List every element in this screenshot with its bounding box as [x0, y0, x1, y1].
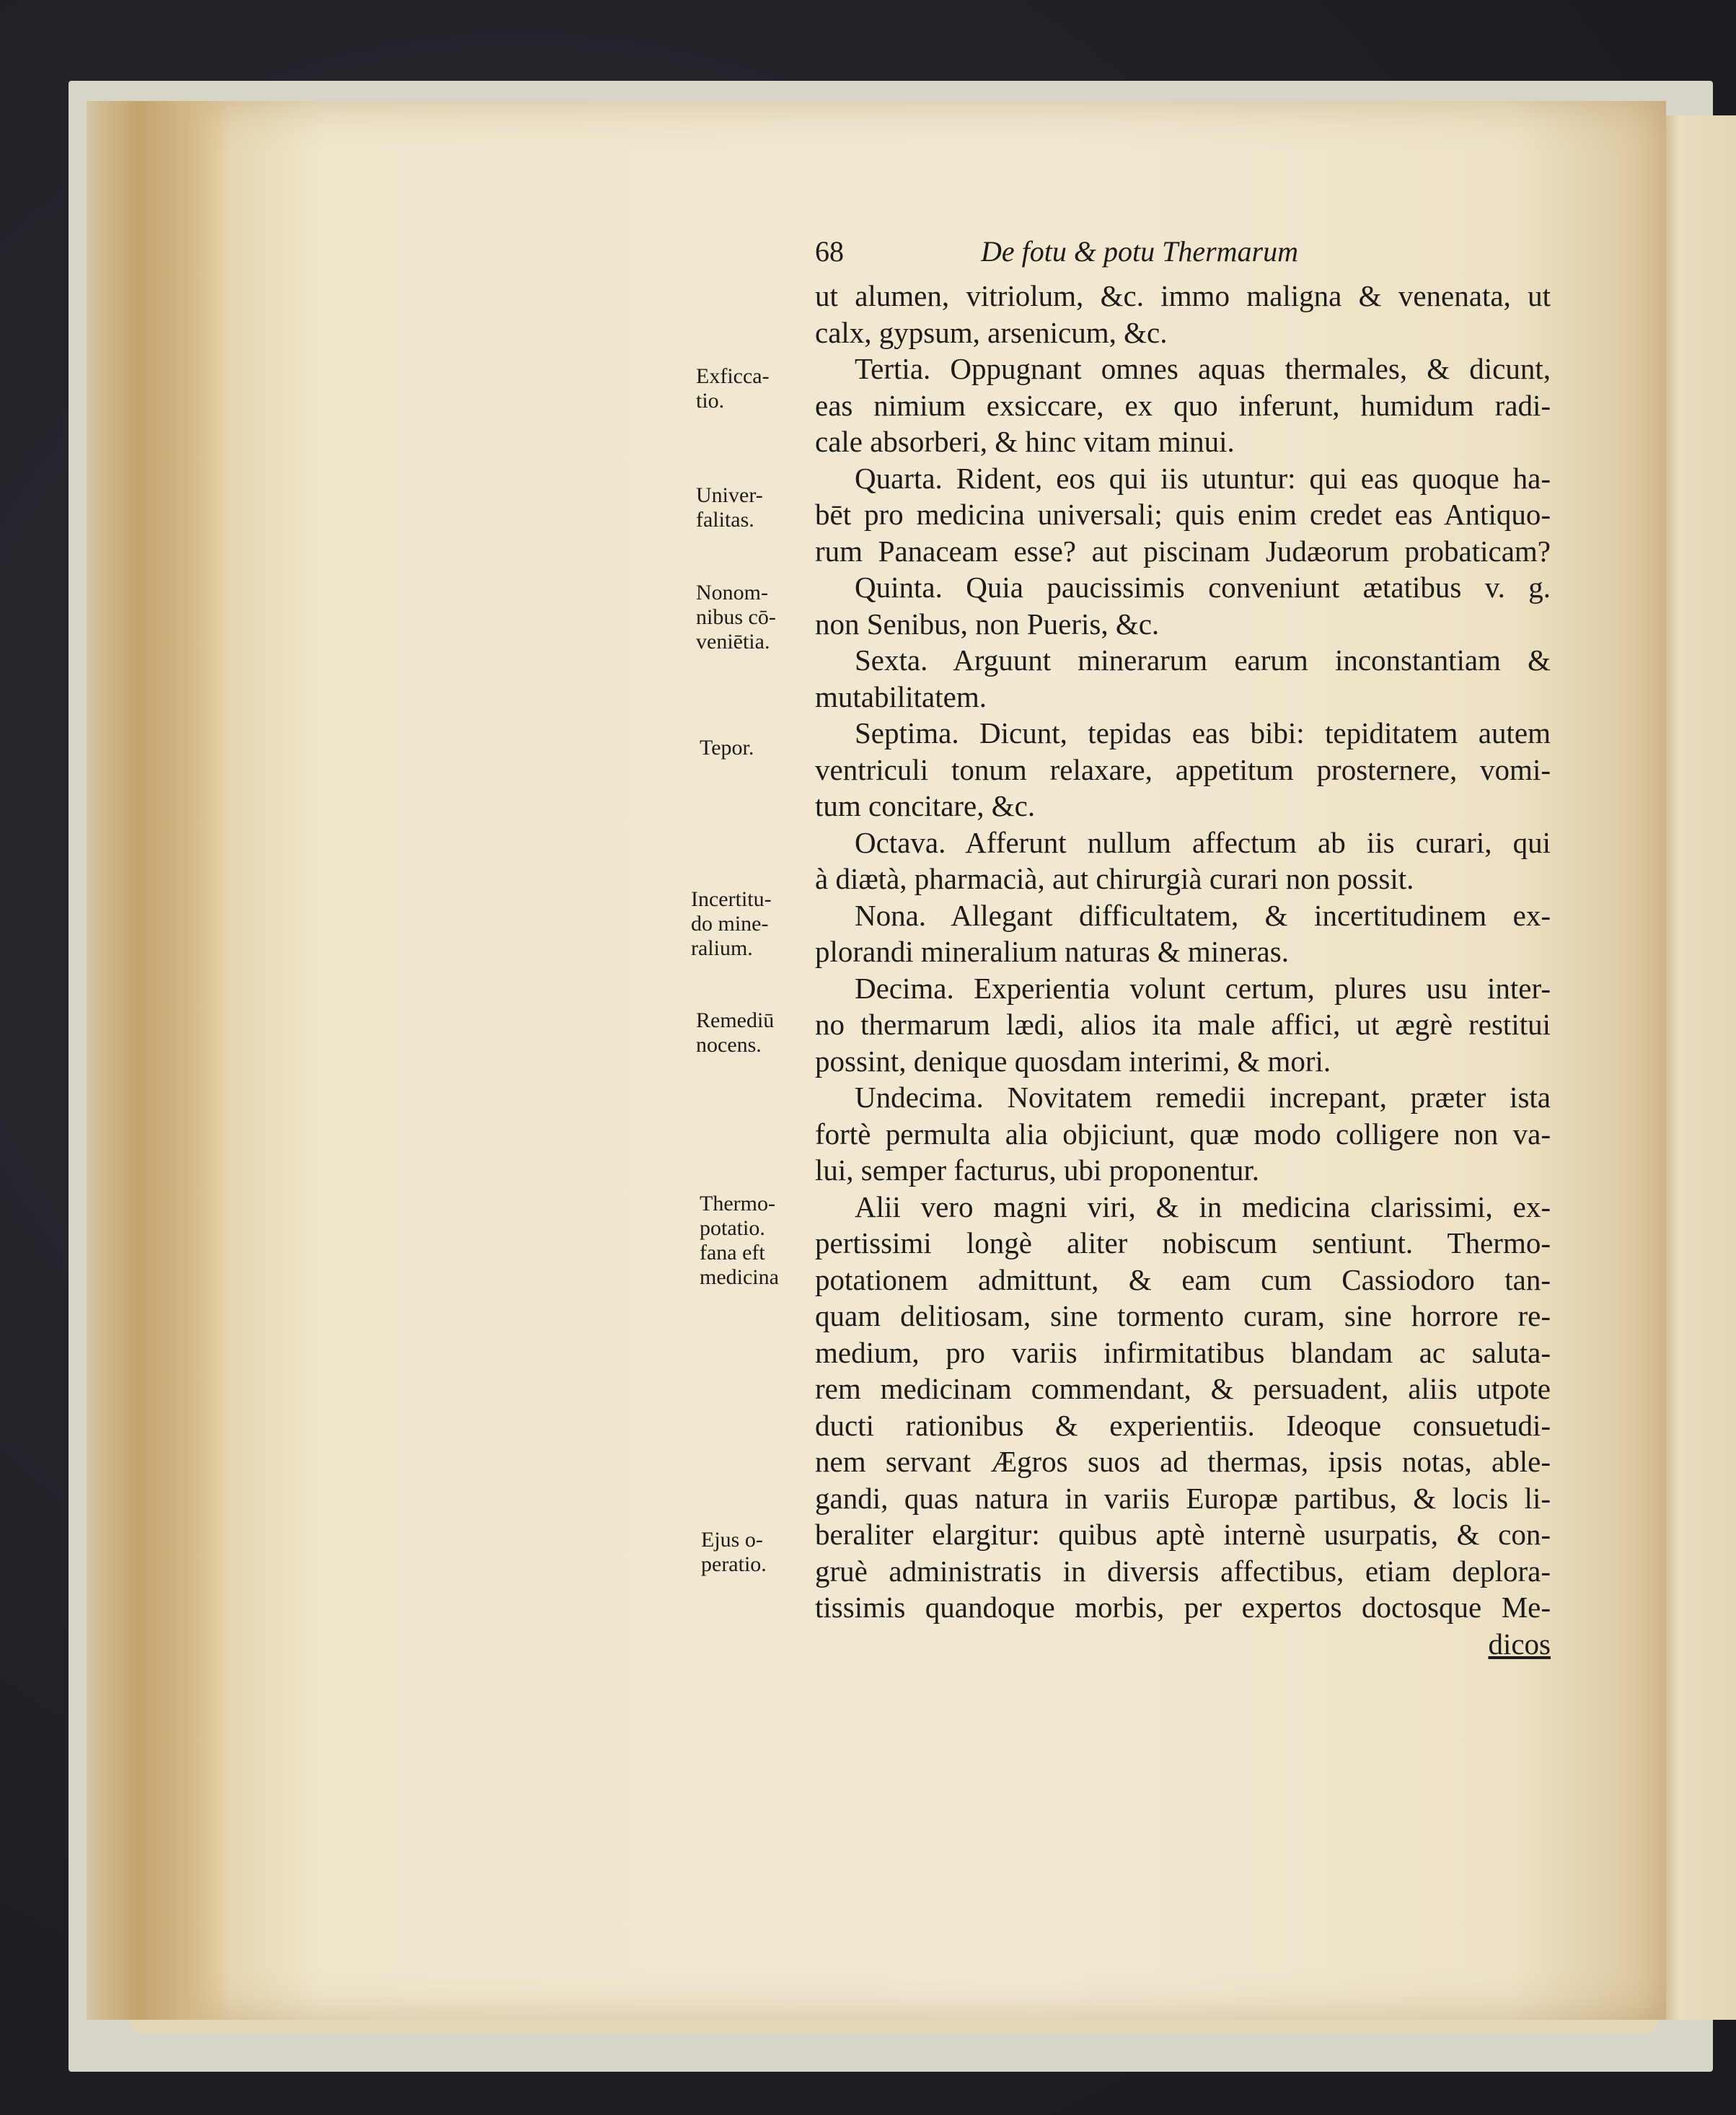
text-line: rem medicinam commendant, & persuadent, aliis utpote: [815, 1372, 1551, 1405]
text-line: Quinta. Quia paucissimis conveniunt ætatibus v. g.: [855, 571, 1551, 604]
text-line: Sexta. Arguunt minerarum earum inconstantiam &: [855, 643, 1551, 677]
text-line: pertissimi longè aliter nobiscum sentiunt. Thermo-: [815, 1226, 1551, 1259]
text-line: plorandi mineralium naturas & mineras.: [815, 935, 1289, 968]
text-line: Undecima. Novitatem remedii increpant, præter ista: [855, 1081, 1551, 1114]
text-line: mutabilitatem.: [815, 680, 987, 713]
margin-note: Ejus o- peratio.: [701, 1528, 767, 1576]
text-line: Tertia. Oppugnant omnes aquas thermales, & dicunt,: [855, 352, 1551, 385]
text-line: beraliter elargitur: quibus aptè internè usurpatis, & con-: [815, 1518, 1551, 1551]
text-line: medium, pro variis infirmitatibus blandam ac saluta-: [815, 1335, 1551, 1369]
text-line: Decima. Experientia volunt certum, plures usu inter-: [855, 971, 1551, 1005]
text-line: potationem admittunt, & eam cum Cassiodoro tan-: [815, 1262, 1551, 1296]
text-line: non Senibus, non Pueris, &c.: [815, 607, 1160, 641]
text-line: eas nimium exsiccare, ex quo inferunt, humidum radi-: [815, 388, 1551, 422]
facing-page-edge: [1655, 115, 1736, 2020]
text-line: à diætà, pharmacià, aut chirurgià curari non possit.: [815, 862, 1414, 895]
text-line: rum Panaceam esse? aut piscinam Judæorum probaticam?: [815, 534, 1551, 568]
text-line: ventriculi tonum relaxare, appetitum prosternere, vomi-: [815, 752, 1551, 786]
text-line: Septima. Dicunt, tepidas eas bibi: tepiditatem autem: [855, 716, 1551, 749]
text-line: Octava. Afferunt nullum affectum ab iis curari, qui: [855, 825, 1551, 859]
text-line: gandi, quas natura in variis Europæ partibus, & locis li-: [815, 1481, 1551, 1515]
text-line: Alii vero magni viri, & in medicina clarissimi, ex-: [855, 1190, 1551, 1223]
text-line: cale absorberi, & hinc vitam minui.: [815, 425, 1235, 458]
text-line: no thermarum lædi, alios ita male affici, ut ægrè restitui: [815, 1008, 1551, 1041]
text-line: tissimis quandoque morbis, per expertos doctosque Me-: [815, 1591, 1551, 1624]
margin-note: Exficca- tio.: [696, 364, 770, 413]
body-text: [692, 278, 1579, 1662]
margin-note: Univer- falitas.: [696, 483, 763, 532]
text-line: Nona. Allegant difficultatem, & incertitudinem ex-: [855, 898, 1551, 932]
margin-note: Thermo- potatio. fana eft medicina: [700, 1192, 779, 1289]
text-line: Quarta. Rident, eos qui iis utuntur: qui eas quoque ha-: [855, 461, 1551, 495]
text-line: calx, gypsum, arsenicum, &c.: [815, 315, 1168, 349]
text-line: lui, semper facturus, ubi proponentur.: [815, 1153, 1260, 1187]
text-line: fortè permulta alia objiciunt, quæ modo colligere non va-: [815, 1117, 1551, 1151]
page-header: [692, 234, 1579, 278]
margin-note: Tepor.: [700, 736, 754, 760]
text-line: ut alumen, vitriolum, &c. immo maligna & venenata, ut: [815, 279, 1551, 312]
page-number: 68: [815, 235, 844, 268]
worn-page-edge: [87, 101, 231, 2020]
margin-note: Nonom- nibus cō- veniētia.: [696, 581, 776, 654]
page-text-block: [692, 234, 1579, 1662]
text-line: dicos: [1488, 1627, 1551, 1661]
text-line: tum concitare, &c.: [815, 789, 1036, 822]
text-line: gruè administratis in diversis affectibus, etiam deplora-: [815, 1554, 1551, 1588]
text-line: nem servant Ægros suos ad thermas, ipsis notas, able-: [815, 1445, 1551, 1478]
text-line: quam delitiosam, sine tormento curam, sine horrore re-: [815, 1299, 1551, 1332]
running-head: De fotu & potu Thermarum: [981, 235, 1298, 268]
text-line: ducti rationibus & experientiis. Ideoque consuetudi-: [815, 1408, 1551, 1442]
text-line: possint, denique quosdam interimi, & mori.: [815, 1044, 1331, 1078]
margin-note: Incertitu- do mine- ralium.: [691, 887, 772, 960]
margin-note: Remediū nocens.: [696, 1008, 775, 1057]
text-line: bēt pro medicina universali; quis enim credet eas Antiquo-: [815, 498, 1551, 531]
